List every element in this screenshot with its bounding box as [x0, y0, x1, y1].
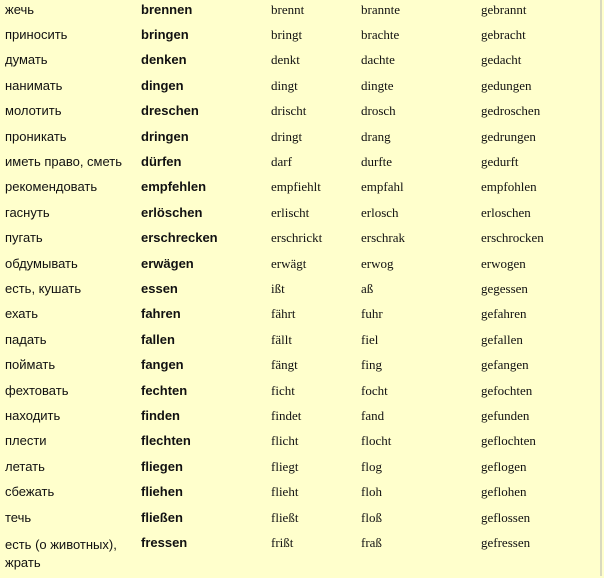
verb-infinitive: fechten: [141, 382, 188, 398]
verb-infinitive: fangen: [141, 357, 184, 373]
verb-present-3sg: empfiehlt: [271, 179, 321, 195]
verb-past: flog: [361, 458, 382, 474]
table-row: [0, 505, 602, 530]
verb-translation: думать: [5, 52, 48, 68]
table-row: [0, 530, 602, 578]
verb-infinitive: fressen: [141, 535, 188, 551]
verb-infinitive: fahren: [141, 306, 181, 322]
verb-translation: течь: [5, 509, 32, 525]
table-row: [0, 378, 602, 403]
verb-past: fraß: [361, 535, 382, 551]
verb-infinitive: dringen: [141, 128, 189, 144]
verb-translation: падать: [5, 331, 47, 347]
verb-present-3sg: ißt: [271, 280, 285, 296]
verb-participle: gedroschen: [481, 103, 541, 119]
verb-infinitive: empfehlen: [141, 179, 207, 195]
verb-past: fing: [361, 357, 382, 373]
table-row: [0, 200, 602, 225]
verb-past: empfahl: [361, 179, 404, 195]
table-row: [0, 0, 602, 22]
verb-present-3sg: drischt: [271, 103, 307, 119]
table-row: [0, 149, 602, 174]
verb-past: floß: [361, 509, 382, 525]
verb-translation: есть (о животных), жрать: [5, 537, 117, 571]
verb-past: floh: [361, 484, 382, 500]
verb-present-3sg: fängt: [271, 357, 298, 373]
verb-participle: gegessen: [481, 280, 528, 296]
verb-infinitive: essen: [141, 280, 178, 296]
verb-past: brannte: [361, 1, 400, 17]
verb-infinitive: dreschen: [141, 103, 199, 119]
verb-past: erschrak: [361, 230, 406, 246]
table-row: [0, 73, 602, 98]
verb-past: drosch: [361, 103, 396, 119]
verb-present-3sg: findet: [271, 407, 302, 423]
verb-present-3sg: fährt: [271, 306, 296, 322]
verb-infinitive: flechten: [141, 433, 191, 449]
verb-participle: empfohlen: [481, 179, 537, 195]
verb-infinitive: fliehen: [141, 484, 183, 500]
verb-past: fuhr: [361, 306, 383, 322]
table-row: [0, 175, 602, 200]
table-row: [0, 226, 602, 251]
verb-translation: пугать: [5, 230, 43, 246]
verb-past: fand: [361, 407, 385, 423]
verb-participle: erloschen: [481, 204, 531, 220]
table-row: [0, 327, 602, 352]
verb-participle: gefunden: [481, 407, 530, 423]
verb-present-3sg: bringt: [271, 27, 303, 43]
verb-participle: geflochten: [481, 433, 536, 449]
verb-participle: gedrungen: [481, 128, 536, 144]
table-row: [0, 429, 602, 454]
verb-infinitive: erschrecken: [141, 230, 218, 246]
verb-present-3sg: ficht: [271, 382, 295, 398]
verb-participle: gefangen: [481, 357, 529, 373]
table-row: [0, 251, 602, 276]
verb-past: erwog: [361, 255, 394, 271]
verb-past: drang: [361, 128, 391, 144]
table-row: [0, 276, 602, 301]
table-row: [0, 48, 602, 73]
verb-participle: erschrocken: [481, 230, 544, 246]
verb-participle: erwogen: [481, 255, 526, 271]
verb-infinitive: finden: [141, 407, 180, 423]
verb-translation: фехтовать: [5, 382, 69, 398]
verb-participle: gefahren: [481, 306, 527, 322]
table-row: [0, 22, 602, 47]
verb-participle: gebracht: [481, 27, 526, 43]
verb-present-3sg: erschrickt: [271, 230, 323, 246]
verb-past: dachte: [361, 52, 395, 68]
verb-present-3sg: fliegt: [271, 458, 299, 474]
verb-past: focht: [361, 382, 388, 398]
verb-translation: находить: [5, 407, 61, 423]
verb-infinitive: erwägen: [141, 255, 194, 271]
verb-present-3sg: dingt: [271, 77, 298, 93]
table-row: [0, 479, 602, 504]
table-row: [0, 302, 602, 327]
verb-translation: есть, кушать: [5, 280, 82, 296]
verb-past: flocht: [361, 433, 392, 449]
verb-participle: gefressen: [481, 535, 531, 551]
verb-past: erlosch: [361, 204, 399, 220]
verb-infinitive: fallen: [141, 331, 175, 347]
verb-infinitive: fliegen: [141, 458, 183, 474]
verb-participle: geflogen: [481, 458, 527, 474]
verb-present-3sg: flieht: [271, 484, 299, 500]
verb-infinitive: brennen: [141, 1, 193, 17]
verb-translation: проникать: [5, 128, 67, 144]
verb-infinitive: erlöschen: [141, 204, 203, 220]
verb-present-3sg: dringt: [271, 128, 303, 144]
verb-translation: ехать: [5, 306, 38, 322]
verb-infinitive: fließen: [141, 509, 183, 525]
verb-translation: молотить: [5, 103, 62, 119]
verb-past: durfte: [361, 154, 393, 170]
verb-translation: нанимать: [5, 77, 63, 93]
verb-past: aß: [361, 280, 374, 296]
verb-past: fiel: [361, 331, 379, 347]
table-row: [0, 124, 602, 149]
verb-participle: gefallen: [481, 331, 523, 347]
verb-infinitive: dürfen: [141, 154, 182, 170]
verb-translation: иметь право, сметь: [5, 154, 123, 170]
verb-infinitive: denken: [141, 52, 187, 68]
verb-present-3sg: brennt: [271, 1, 305, 17]
verb-translation: обдумывать: [5, 255, 78, 271]
table-row: [0, 403, 602, 428]
verb-present-3sg: fällt: [271, 331, 292, 347]
verb-present-3sg: frißt: [271, 535, 294, 551]
verb-participle: geflossen: [481, 509, 531, 525]
verb-participle: gebrannt: [481, 1, 527, 17]
verb-participle: gedurft: [481, 154, 519, 170]
verb-participle: gedacht: [481, 52, 522, 68]
table-row: [0, 454, 602, 479]
verb-translation: жечь: [5, 1, 35, 17]
table-row: [0, 99, 602, 124]
verb-past: dingte: [361, 77, 394, 93]
verb-present-3sg: denkt: [271, 52, 300, 68]
verb-participle: gedungen: [481, 77, 532, 93]
verb-past: brachte: [361, 27, 400, 43]
verb-infinitive: bringen: [141, 27, 189, 43]
verb-present-3sg: darf: [271, 154, 292, 170]
verb-present-3sg: erwägt: [271, 255, 307, 271]
verb-translation: поймать: [5, 357, 56, 373]
verb-present-3sg: erlischt: [271, 204, 310, 220]
verb-present-3sg: flicht: [271, 433, 299, 449]
verb-participle: gefochten: [481, 382, 533, 398]
verb-translation: летать: [5, 458, 45, 474]
verb-infinitive: dingen: [141, 77, 184, 93]
verb-translation: плести: [5, 433, 47, 449]
verb-participle: geflohen: [481, 484, 527, 500]
verb-translation: гаснуть: [5, 204, 50, 220]
verb-translation: рекомендовать: [5, 179, 98, 195]
verb-translation: сбежать: [5, 484, 55, 500]
verb-translation: приносить: [5, 27, 68, 43]
table-row: [0, 352, 602, 377]
verb-present-3sg: fließt: [271, 509, 299, 525]
